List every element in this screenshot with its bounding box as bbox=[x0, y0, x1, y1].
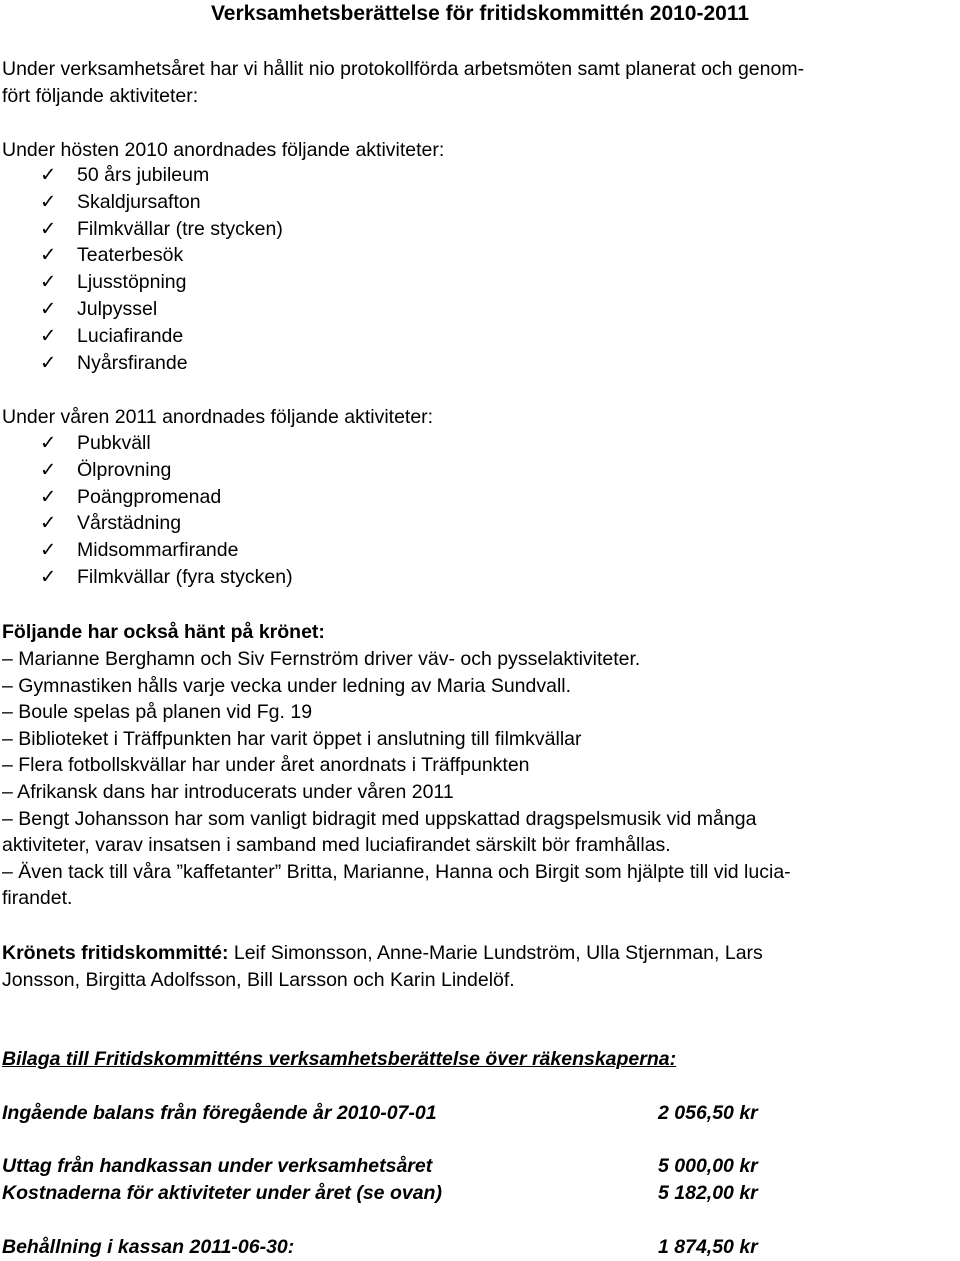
list-item: Julpyssel bbox=[77, 298, 158, 320]
list-item: Teaterbesök bbox=[77, 244, 184, 267]
list-item: Midsommarfirande bbox=[77, 539, 239, 562]
appendix-row-label: Kostnaderna för aktiviteter under året (se ovan) bbox=[2, 1182, 442, 1204]
also-line: firandet. bbox=[2, 887, 73, 910]
check-icon: ✓ bbox=[40, 324, 57, 347]
committee-line-1 bbox=[2, 940, 763, 967]
list-item: Vårstädning bbox=[77, 512, 182, 535]
check-icon: ✓ bbox=[40, 164, 57, 186]
autumn-heading: Under hösten 2010 anordnades följande aktiviteter: bbox=[2, 139, 445, 161]
appendix-row-amount: 1 874,50 kr bbox=[658, 1236, 758, 1258]
list-item: 50 års jubileum bbox=[77, 164, 210, 186]
check-icon: ✓ bbox=[40, 485, 57, 508]
committee-members-2: Jonsson, Birgitta Adolfsson, Bill Larsson och Karin Lindelöf. bbox=[2, 969, 515, 991]
check-icon: ✓ bbox=[40, 566, 57, 588]
check-icon: ✓ bbox=[40, 190, 57, 213]
appendix-row-label: Ingående balans från föregående år 2010-07-01 bbox=[2, 1102, 437, 1124]
also-line: – Biblioteket i Träffpunkten har varit öppet i anslutning till filmkvällar bbox=[2, 727, 582, 750]
also-line: – Boule spelas på planen vid Fg. 19 bbox=[2, 701, 313, 724]
also-line: – Afrikansk dans har introducerats under våren 2011 bbox=[2, 781, 454, 803]
also-line: – Bengt Johansson har som vanligt bidragit med uppskattad dragspelsmusik vid många bbox=[2, 807, 757, 830]
check-icon: ✓ bbox=[40, 539, 57, 562]
list-item: Poängpromenad bbox=[77, 485, 222, 508]
appendix-row-amount: 2 056,50 kr bbox=[658, 1102, 758, 1124]
spring-heading: Under våren 2011 anordnades följande aktiviteter: bbox=[2, 406, 434, 428]
list-item: Filmkvällar (tre stycken) bbox=[77, 217, 283, 240]
committee-label: Krönets fritidskommitté: bbox=[2, 942, 229, 964]
intro-line-1: Under verksamhetsåret har vi hållit nio protokollförda arbetsmöten samt planerat och genom- bbox=[2, 58, 805, 80]
check-icon: ✓ bbox=[40, 512, 57, 535]
committee-members-1: Leif Simonsson, Anne-Marie Lundström, Ulla Stjernman, Lars bbox=[228, 942, 763, 964]
list-item: Nyårsfirande bbox=[77, 351, 188, 374]
list-item: Ölprovning bbox=[77, 458, 172, 481]
check-icon: ✓ bbox=[40, 244, 57, 267]
appendix-heading: Bilaga till Fritidskommitténs verksamhetsberättelse över räkenskaperna: bbox=[2, 1048, 677, 1070]
appendix-row-amount: 5 000,00 kr bbox=[658, 1155, 758, 1177]
check-icon: ✓ bbox=[40, 271, 57, 294]
also-heading: Följande har också hänt på krönet: bbox=[2, 621, 325, 643]
also-line: – Flera fotbollskvällar har under året anordnats i Träffpunkten bbox=[2, 754, 530, 777]
appendix-row-amount: 5 182,00 kr bbox=[658, 1182, 758, 1204]
list-item: Skaldjursafton bbox=[77, 190, 201, 213]
also-line: aktiviteter, varav insatsen i samband med luciafirandet särskilt bör framhållas. bbox=[2, 834, 671, 857]
list-item: Pubkväll bbox=[77, 432, 151, 454]
also-line: – Även tack till våra ”kaffetanter” Britta, Marianne, Hanna och Birgit som hjälpte till vid lucia- bbox=[2, 860, 791, 883]
document-title: Verksamhetsberättelse för fritidskommittén 2010-2011 bbox=[210, 2, 750, 25]
check-icon: ✓ bbox=[40, 458, 57, 481]
check-icon: ✓ bbox=[40, 351, 57, 374]
intro-line-2: fört följande aktiviteter: bbox=[2, 85, 199, 107]
list-item: Luciafirande bbox=[77, 324, 184, 347]
check-icon: ✓ bbox=[40, 432, 57, 454]
check-icon: ✓ bbox=[40, 298, 57, 320]
appendix-row-label: Behållning i kassan 2011-06-30: bbox=[2, 1236, 295, 1258]
also-line: – Gymnastiken hålls varje vecka under ledning av Maria Sundvall. bbox=[2, 674, 572, 697]
check-icon: ✓ bbox=[40, 217, 57, 240]
list-item: Ljusstöpning bbox=[77, 271, 187, 294]
list-item: Filmkvällar (fyra stycken) bbox=[77, 566, 293, 588]
appendix-row-label: Uttag från handkassan under verksamhetsåret bbox=[2, 1155, 433, 1177]
also-line: – Marianne Berghamn och Siv Fernström driver väv- och pysselaktiviteter. bbox=[2, 648, 641, 670]
